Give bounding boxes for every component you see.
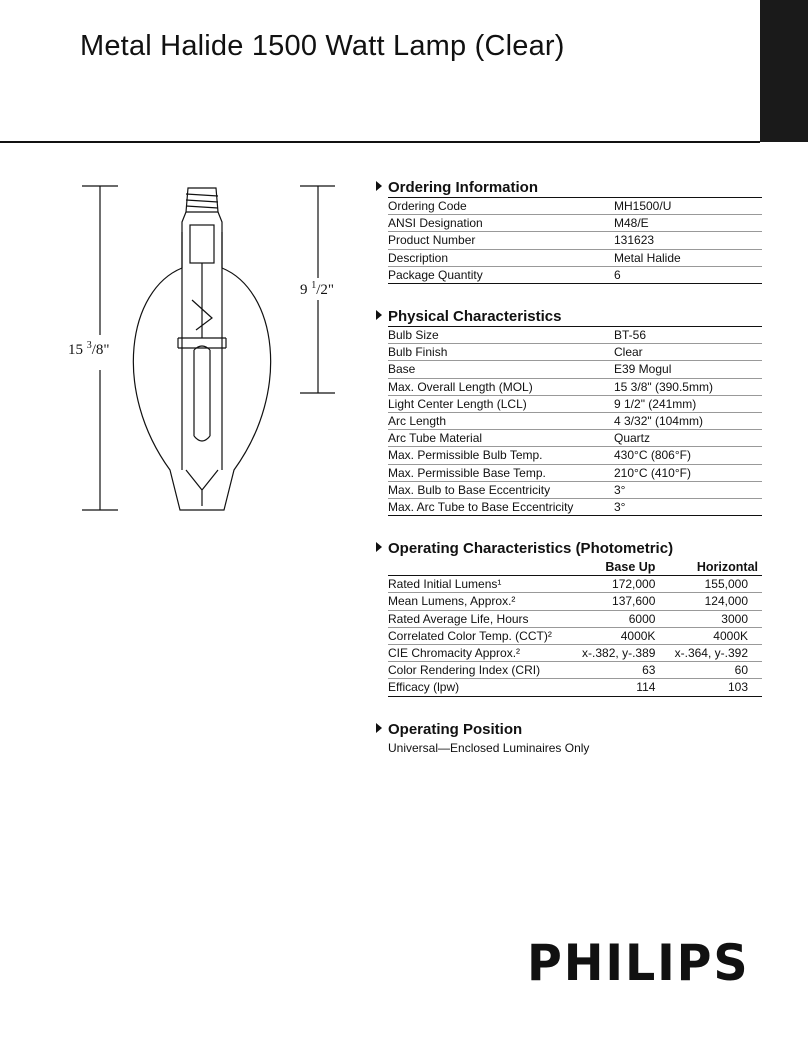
bullet-marker-icon bbox=[376, 181, 382, 191]
ordering-table bbox=[388, 197, 762, 284]
position-heading: Operating Position bbox=[376, 721, 522, 738]
table-row: Max. Overall Length (MOL) 15 3/8" (390.5mm) bbox=[388, 378, 762, 395]
table-row: Bulb Size BT-56 bbox=[388, 327, 762, 344]
operating-table bbox=[388, 559, 762, 697]
position-text: Universal—Enclosed Luminaires Only bbox=[388, 741, 590, 755]
table-row: Max. Bulb to Base Eccentricity 3° bbox=[388, 481, 762, 498]
page-title: Metal Halide 1500 Watt Lamp (Clear) bbox=[80, 30, 565, 62]
ordering-heading: Ordering Information bbox=[376, 179, 538, 196]
table-row: Arc Length 4 3/32" (104mm) bbox=[388, 412, 762, 429]
bullet-marker-icon bbox=[376, 723, 382, 733]
table-header-row bbox=[388, 559, 762, 576]
table-row: Rated Average Life, Hours 6000 3000 bbox=[388, 610, 762, 627]
table-row: Arc Tube Material Quartz bbox=[388, 430, 762, 447]
table-row: Ordering Code MH1500/U bbox=[388, 198, 762, 215]
bullet-marker-icon bbox=[376, 310, 382, 320]
table-row: Light Center Length (LCL) 9 1/2" (241mm) bbox=[388, 395, 762, 412]
col-base-up: Base Up bbox=[566, 559, 655, 576]
table-row: CIE Chromacity Approx.² x-.382, y-.389 x-.364, y-.392 bbox=[388, 644, 762, 661]
table-row: ANSI Designation M48/E bbox=[388, 215, 762, 232]
physical-heading: Physical Characteristics bbox=[376, 308, 561, 325]
bullet-marker-icon bbox=[376, 542, 382, 552]
table-row: Correlated Color Temp. (CCT)² 4000K 4000K bbox=[388, 627, 762, 644]
table-row: Rated Initial Lumens¹ 172,000 155,000 bbox=[388, 576, 762, 593]
table-row: Efficacy (lpw) 114 103 bbox=[388, 679, 762, 696]
header-rule bbox=[0, 141, 760, 143]
lamp-drawing bbox=[0, 150, 360, 530]
brand-logo: PHILIPS bbox=[527, 934, 750, 992]
table-row: Mean Lumens, Approx.² 137,600 124,000 bbox=[388, 593, 762, 610]
table-row: Package Quantity 6 bbox=[388, 266, 762, 283]
table-row: Base E39 Mogul bbox=[388, 361, 762, 378]
table-row: Bulb Finish Clear bbox=[388, 344, 762, 361]
table-row: Max. Permissible Base Temp. 210°C (410°F) bbox=[388, 464, 762, 481]
overall-length-label: 15 $^3$/8" bbox=[68, 340, 110, 358]
operating-heading: Operating Characteristics (Photometric) bbox=[376, 540, 673, 557]
corner-tab bbox=[760, 0, 808, 142]
table-row: Product Number 131623 bbox=[388, 232, 762, 249]
table-row: Max. Arc Tube to Base Eccentricity 3° bbox=[388, 498, 762, 515]
table-row: Color Rendering Index (CRI) 63 60 bbox=[388, 662, 762, 679]
physical-table bbox=[388, 326, 762, 516]
light-center-length-label: 9 $^1$/2" bbox=[300, 280, 335, 298]
col-horizontal: Horizontal bbox=[655, 559, 762, 576]
table-row: Max. Permissible Bulb Temp. 430°C (806°F) bbox=[388, 447, 762, 464]
table-row: Description Metal Halide bbox=[388, 249, 762, 266]
